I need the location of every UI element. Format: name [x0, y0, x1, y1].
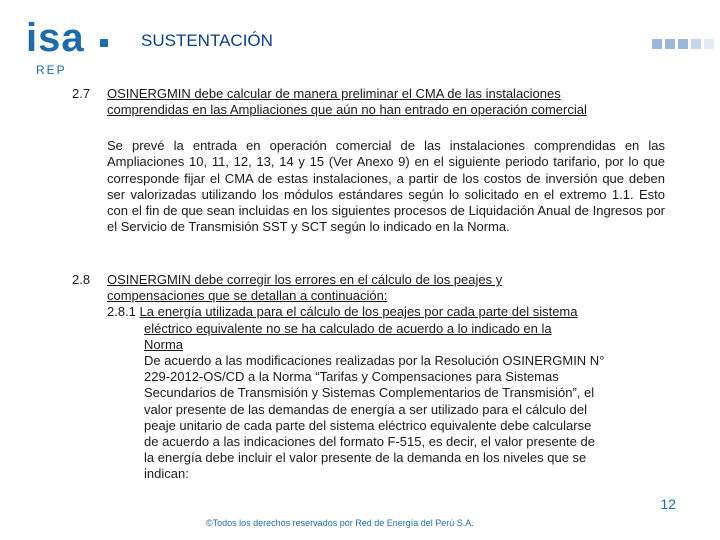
item-paragraph: Se prevé la entrada en operación comercial de las instalaciones comprendidas en las Ampliaciones 10, 11, 12, 13, 14 y 15 (Ver Anexo 9) en el siguiente periodo tarifario, por lo que corresponde fijar el CMA de estas instalaciones, a partir de los costos de inversión que deben ser valorizadas utilizando los módulos estándares según lo solicitado en el extremo 1.1. Esto con el fin de que sean incluidas en los siguientes procesos de Liquidación Anual de Ingresos por el Servicio de Transmisión SST y SCT según lo indicado en la Norma. [107, 138, 665, 235]
sub-heading-first-line [107, 304, 667, 320]
item-number: 2.7 [72, 86, 91, 101]
square-3 [678, 39, 688, 49]
sub-paragraph-line: la energía debe incluir el valor presente de la demanda en los niveles que se [144, 450, 587, 466]
logo-subtitle: REP [36, 63, 67, 77]
heading-line: comprendidas en las Ampliaciones que aún no han entrado en operación comercial [107, 102, 587, 117]
sub-paragraph-line: de acuerdo a las indicaciones del formato F-515, es decir, el valor presente de [144, 434, 595, 450]
sub-paragraph-line: De acuerdo a las modificaciones realizadas por la Resolución OSINERGMIN N° [144, 353, 605, 369]
item-block [107, 272, 667, 483]
sub-paragraph-line: peaje unitario de cada parte del sistema eléctrico equivalente debe calcularse [144, 417, 592, 433]
sub-paragraph-line: valor presente de las demandas de energía a ser utilizado para el cálculo del [144, 401, 587, 417]
sub-paragraph-line: indican: [144, 466, 189, 482]
logo: isa [26, 16, 85, 60]
sub-heading-line: La energía utilizada para el cálculo de los peajes por cada parte del sistema [139, 304, 578, 320]
square-5 [704, 39, 714, 49]
sub-heading-line: eléctrico equivalente no se ha calculado de acuerdo a lo indicado en la [144, 320, 552, 336]
heading-line: OSINERGMIN debe calcular de manera preliminar el CMA de las instalaciones [107, 86, 561, 101]
square-4 [691, 39, 701, 49]
square-2 [665, 39, 675, 49]
footer-copyright: ©Todos los derechos reservados por Red de Energía del Perú S.A. [206, 518, 474, 528]
sub-number: 2.8.1 [107, 304, 136, 320]
sub-paragraph-line: 229-2012-OS/CD a la Norma “Tarifas y Compensaciones para Sistemas [144, 369, 559, 385]
decorative-squares [652, 39, 714, 49]
page-title: SUSTENTACIÓN [141, 31, 273, 50]
heading-line: OSINERGMIN debe corregir los errores en el cálculo de los peajes y [107, 272, 503, 287]
logo-dot [100, 39, 108, 47]
item-heading [107, 86, 667, 118]
item-number: 2.8 [72, 272, 91, 287]
heading-line: compensaciones que se detallan a continuación: [107, 288, 388, 304]
sub-paragraph-line: Secundarios de Transmisión y Sistemas Complementarios de Transmisión”, el [144, 385, 595, 401]
square-1 [652, 39, 662, 49]
sub-heading-line: Norma [144, 336, 184, 352]
page-number: 12 [660, 496, 676, 512]
